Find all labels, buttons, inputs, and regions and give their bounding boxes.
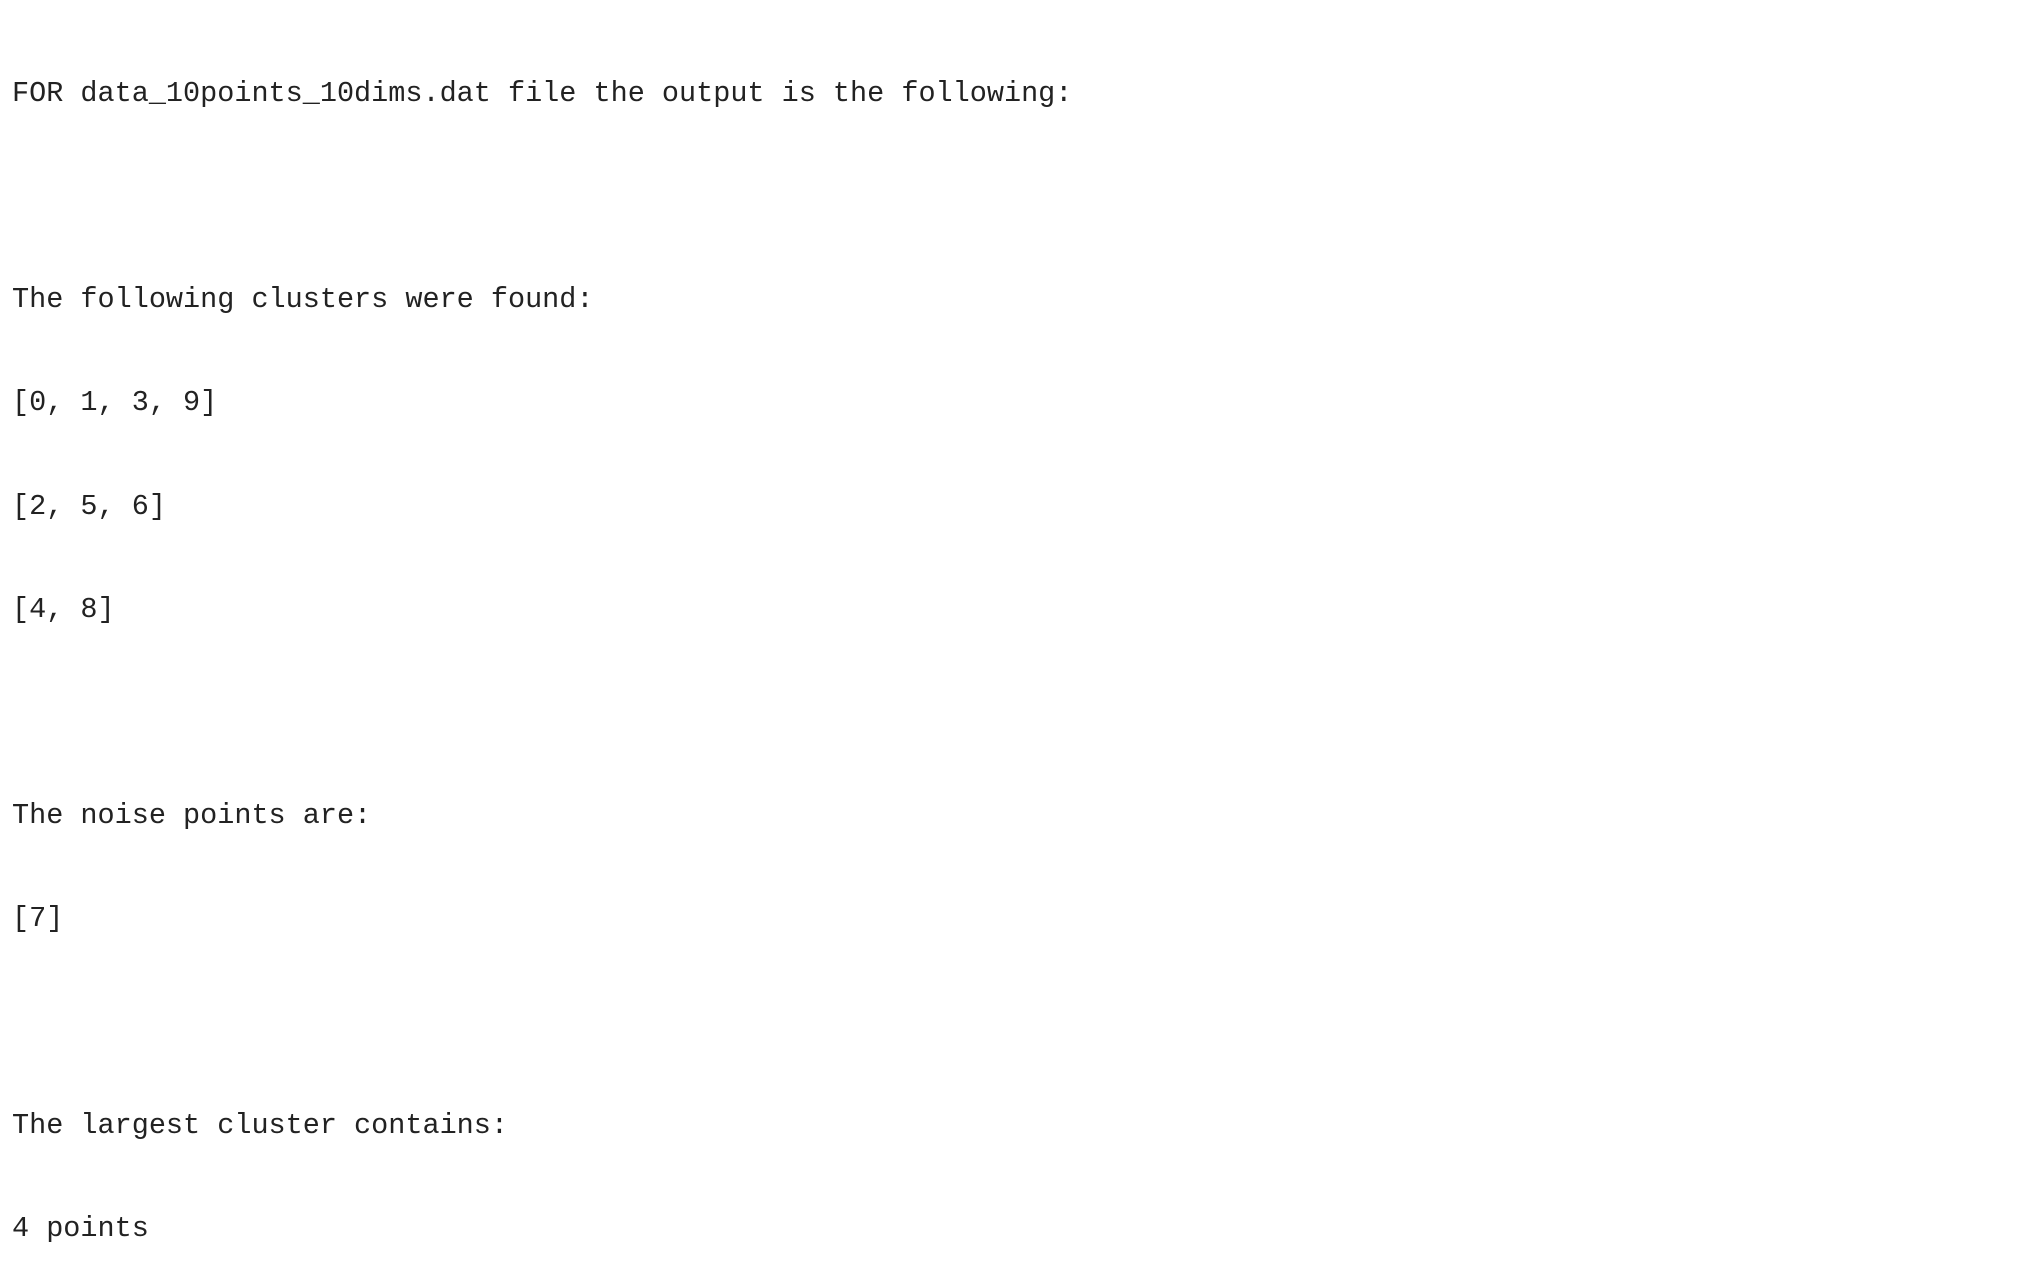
cluster-item: [0, 1, 3, 9]: [12, 386, 218, 420]
cluster-item: [2, 5, 6]: [12, 489, 166, 523]
noise-heading: The noise points are:: [12, 799, 372, 833]
clusters-heading: The following clusters were found:: [12, 283, 594, 317]
largest-cluster-size: 4 points: [12, 1212, 149, 1246]
blank-line: [12, 696, 1072, 730]
file-output-header: FOR data_10points_10dims.dat file the output is the following:: [12, 76, 1073, 110]
blank-line: [12, 180, 1072, 214]
cluster-item: [4, 8]: [12, 592, 115, 626]
blank-line: [12, 1006, 1072, 1040]
largest-cluster-heading: The largest cluster contains:: [12, 1108, 508, 1142]
console-output: [12, 8, 1072, 1281]
noise-points: [7]: [12, 902, 64, 936]
